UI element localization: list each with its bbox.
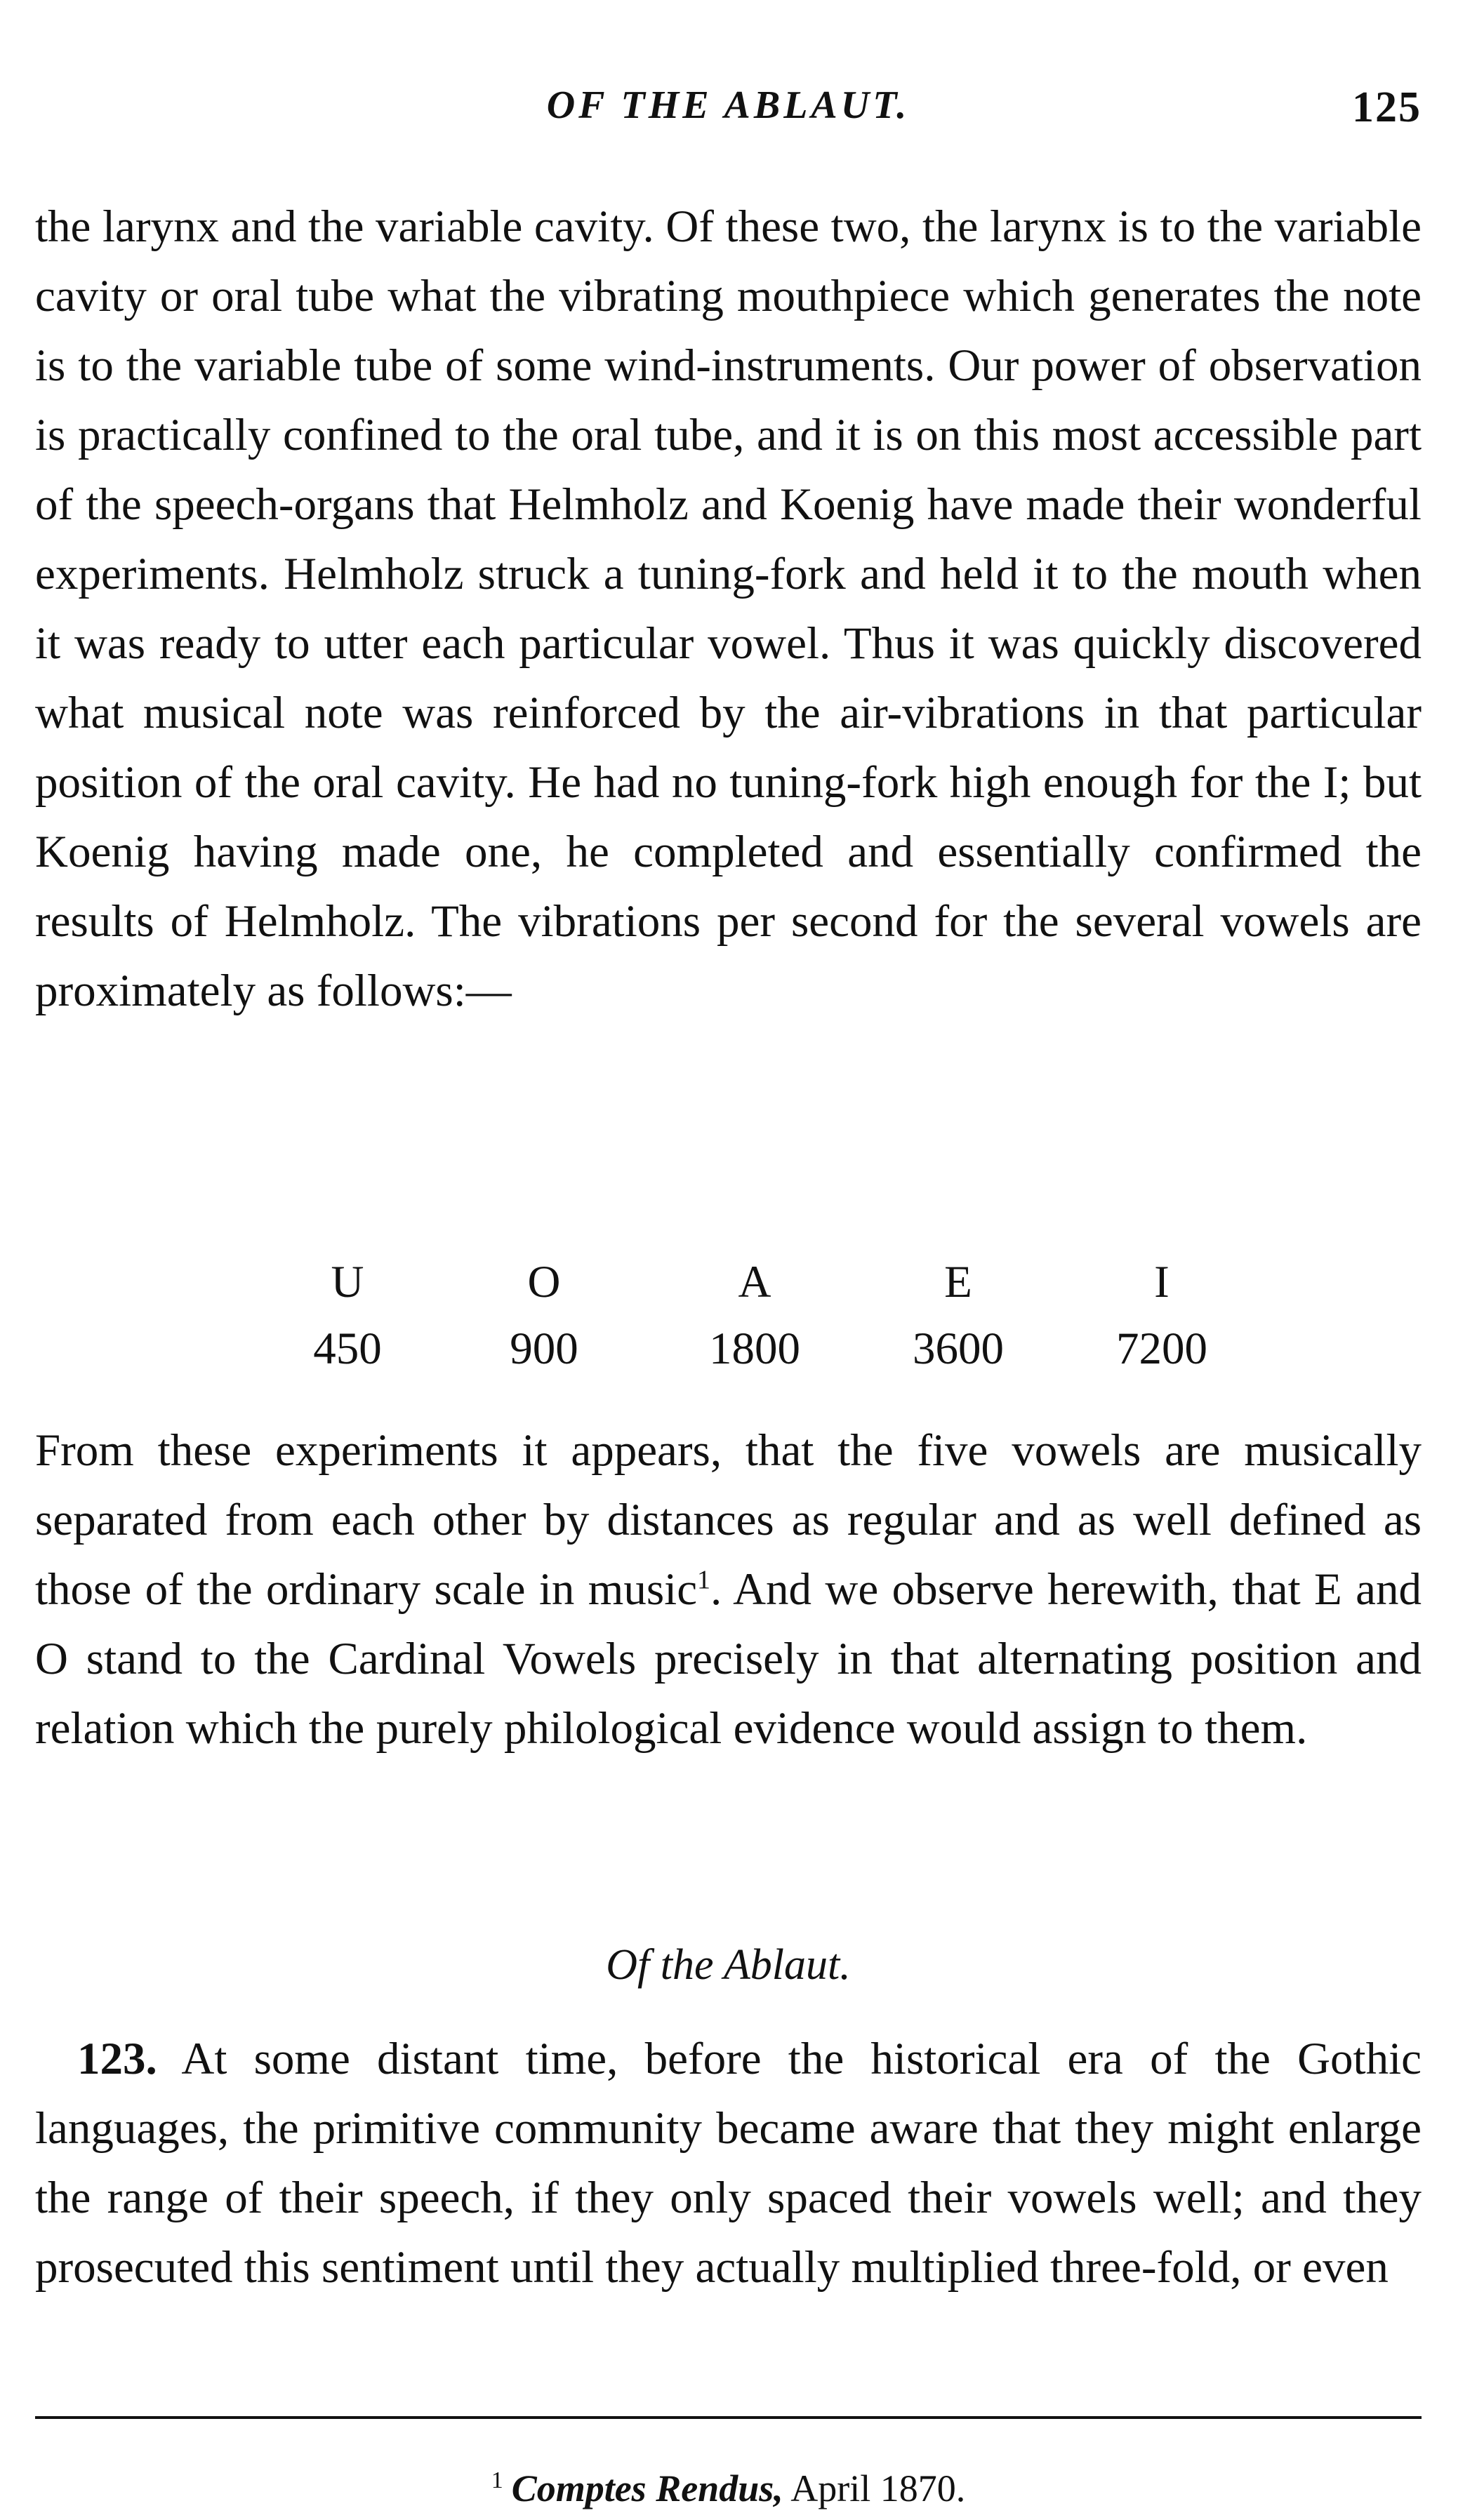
vibration-cell: 1800 xyxy=(709,1324,800,1374)
vibration-cell: 7200 xyxy=(1116,1324,1207,1374)
footnote-title: Comptes Rendus, xyxy=(511,2467,783,2509)
vibration-cell: 3600 xyxy=(913,1324,1004,1374)
vowel-cell: O xyxy=(527,1257,561,1307)
vibration-cell: 450 xyxy=(313,1324,382,1374)
paragraph-text: . And we observe herewith, that E and O stand to the Cardinal Vowels precisely in that alternating position and relation which the purely philological evidence would assign to them. xyxy=(35,1564,1422,1754)
footnote-date: April 1870. xyxy=(790,2467,966,2509)
paragraph-text: At some distant time, before the historical era of the Gothic languages, the primitive community became aware that they might enlarge the range of their speech, if they only spaced their vowels well; and they prosecuted this sentiment until they actually multiplied three-fold, or even xyxy=(35,2034,1422,2293)
vowel-cell: U xyxy=(331,1257,364,1307)
page-number: 125 xyxy=(1352,84,1422,131)
paragraph-experiments xyxy=(35,1416,1422,1764)
footnote-reference[interactable]: 1 xyxy=(697,1565,711,1595)
footnote xyxy=(35,2467,1422,2510)
vowel-cell: I xyxy=(1154,1257,1170,1307)
running-title: OF THE ABLAUT. xyxy=(546,84,910,127)
vowel-vibration-table xyxy=(256,1256,1239,1389)
footnote-rule xyxy=(35,2416,1422,2419)
vowel-cell: E xyxy=(944,1257,972,1307)
running-head xyxy=(35,83,1422,139)
paragraph-larynx: the larynx and the variable cavity. Of these two, the larynx is to the variable cavity or oral tube what the vibrating mouthpiece which generates the note is to the variable tube of some wind-instruments. Our power of observation is practically confined to the oral tube, and it is on this most accessible part of the speech-organs that Helmholz and Koenig have made their wonderful experiments. Helmholz struck a tuning-fork and held it to the mouth when it was ready to utter each particular vowel. Thus it was quickly discovered what musical note was reinforced by the air-vibrations in that particular position of the oral cavity. He had no tuning-fork high enough for the I; but Koenig having made one, he completed and essentially confirmed the results of Helmholz. The vibrations per second for the several vowels are proximately as follows:— xyxy=(35,201,1422,1016)
paragraph-number: 123. xyxy=(77,2034,157,2084)
vowel-cell: A xyxy=(738,1257,771,1307)
book-page xyxy=(35,0,1422,2520)
paragraph-123 xyxy=(35,2025,1422,2302)
vibration-row xyxy=(256,1323,1239,1389)
paragraph-text: From these experiments it appears, that the five vowels are musically separated from each other by distances as regular and as well defined as those of the ordinary scale in music xyxy=(35,1425,1422,1615)
vibration-cell: 900 xyxy=(510,1324,578,1374)
vowel-row xyxy=(256,1256,1239,1323)
section-heading: Of the Ablaut. xyxy=(606,1941,851,1989)
footnote-mark: 1 xyxy=(491,2467,503,2493)
